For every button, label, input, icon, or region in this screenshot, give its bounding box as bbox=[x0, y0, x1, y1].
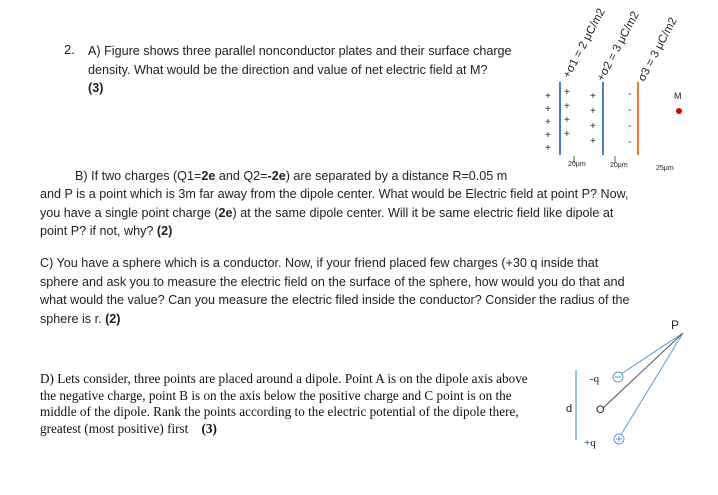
line-neg-to-p bbox=[618, 333, 683, 376]
part-b-marks: (2) bbox=[156, 224, 173, 238]
part-d-text: D) Lets consider, three points are placed around a dipole. Point A is on the dipole axis above the negative charge, point B is on the axis below the positive charge and C point is on the middle of the dipole. Rank the points according to the electric potential of the dipole there, greatest (most positive) first (3) bbox=[40, 371, 528, 437]
point-m-label: M bbox=[674, 91, 682, 101]
plate-2-signs bbox=[590, 91, 596, 147]
plate-1-label: +σ1 = 2 μC/m2 bbox=[561, 6, 608, 81]
part-a-text bbox=[88, 42, 538, 98]
svg-text:-: - bbox=[628, 105, 632, 116]
line-pos-to-p bbox=[619, 333, 683, 438]
svg-text:+: + bbox=[564, 129, 570, 140]
part-d-marks: (3) bbox=[201, 421, 217, 437]
svg-text:+: + bbox=[545, 130, 551, 141]
dipole-figure bbox=[556, 312, 706, 462]
svg-text:+: + bbox=[564, 115, 570, 126]
neg-charge-label: -q bbox=[590, 373, 600, 385]
svg-text:-: - bbox=[628, 121, 632, 132]
pos-charge-label: +q bbox=[584, 437, 596, 449]
part-a-marks: (3) bbox=[88, 81, 104, 95]
line-center-to-p bbox=[603, 333, 683, 408]
svg-text:+: + bbox=[590, 106, 596, 117]
gap-2-label: 20μm bbox=[610, 162, 628, 169]
part-a-question: A) Figure shows three parallel nonconductor plates and their surface charge density. What would be the direction and value of net electric field at M? bbox=[88, 44, 512, 77]
svg-text:+: + bbox=[545, 117, 551, 128]
svg-text:-: - bbox=[628, 137, 632, 148]
gap-3-label: 25μm bbox=[656, 165, 674, 172]
q1-value: 2e bbox=[201, 169, 216, 183]
plate-1-signs bbox=[545, 87, 570, 154]
point-m-dot bbox=[676, 108, 682, 114]
svg-text:+: + bbox=[545, 91, 551, 102]
svg-text:+: + bbox=[590, 136, 596, 147]
plate-3-signs bbox=[628, 89, 631, 148]
plate-2-label: +σ2 = 3 μC/m2 bbox=[595, 9, 642, 84]
part-b-first-line: B) If two charges (Q1=2e and Q2=-2e) are separated by a distance R=0.05 m bbox=[75, 169, 508, 183]
svg-text:+: + bbox=[545, 104, 551, 115]
svg-text:+: + bbox=[564, 101, 570, 112]
part-c-text: C) You have a sphere which is a conductor. Now, if your friend placed few charges (+30 q inside that sphere and ask you to measure the electric field on the surface of the sphere, how would you do that and what would the value? Can you measure the electric filed inside the conductor? Consider the radius of the sphere is r. (2) bbox=[40, 256, 630, 326]
svg-text:+: + bbox=[545, 143, 551, 154]
svg-text:+: + bbox=[564, 87, 570, 98]
part-c-marks: (2) bbox=[105, 311, 121, 326]
part-b-text: and P is a point which is 3m far away from the dipole center. What would be Electric field at point P? Now, you have a single point charge (2e) at the same dipole center. Will it be same electric field like dipole at point P? if not, why? (2) bbox=[40, 187, 629, 238]
gap-1-label: 20μm bbox=[568, 161, 586, 168]
plates-figure bbox=[540, 0, 718, 185]
svg-text:+: + bbox=[590, 91, 596, 102]
single-charge-value: 2e bbox=[218, 205, 233, 220]
center-o-label: O bbox=[596, 404, 605, 416]
point-p-label: P bbox=[671, 318, 680, 332]
plate-3-label: σ3 = 3 μC/m2 bbox=[636, 15, 680, 84]
svg-text:-: - bbox=[628, 89, 632, 100]
svg-text:+: + bbox=[590, 121, 596, 132]
q2-value: -2e bbox=[267, 169, 286, 183]
question-number: 2. bbox=[64, 42, 75, 57]
separation-d-label: d bbox=[566, 403, 573, 415]
